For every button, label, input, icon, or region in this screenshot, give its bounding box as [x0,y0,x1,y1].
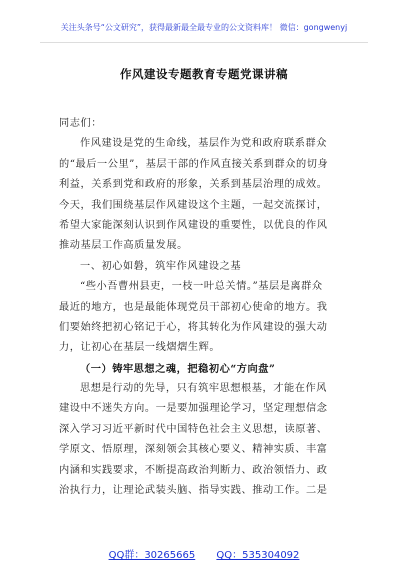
subsection-heading: （一）铸牢思想之魂，把稳初心“方向盘” [80,362,276,375]
section-heading: 一、初心如磐，筑牢作风建设之基 [80,260,242,272]
paragraph-line: 们要始终把初心铭记于心，将其转化为作风建设的强大动 [59,321,328,333]
document-body [59,114,349,501]
paragraph-line: 利益，关系到党和政府的形象，关系到基层治理的成效。 [59,179,328,191]
qq-contact-link[interactable]: QQ：535304092 [216,550,300,561]
paragraph-line: 深入学习习近平新时代中国特色社会主义思想，读原著、 [59,423,328,435]
paragraph-line: 希望大家能深刻认识到作风建设的重要性，以优良的作风 [59,219,328,231]
paragraph-line: “些小吾曹州县吏，一枝一叶总关情。”基层是离群众 [80,281,323,293]
paragraph-line: 力，让初心在基层一线熠熠生辉。 [59,342,221,354]
paragraph-line: 作风建设是党的生命线，基层作为党和政府联系群众 [80,138,327,150]
qq-group-link[interactable]: QQ群：30265665 [108,550,196,561]
paragraph-line: 今天，我们围绕基层作风建设这个主题，一起交流探讨， [59,199,328,211]
paragraph-line: 的“最后一公里”，基层干部的作风直接关系到群众的切身 [59,158,329,170]
paragraph-line: 学原文、悟原理，深刻领会其核心要义、精神实质、丰富 [59,444,328,456]
paragraph-line: 思想是行动的先导，只有筑牢思想根基，才能在作风 [80,383,327,395]
greeting: 同志们： [59,118,102,129]
document-title: 作风建设专题教育专题党课讲稿 [120,67,288,81]
paragraph-line: 最近的地方，也是最能体现党员干部初心使命的地方。我 [59,301,328,313]
header-divider [40,42,368,43]
paragraph-line: 治执行力，让理论武装头脑、指导实践、推动工作。二是 [59,485,328,497]
paragraph-line: 内涵和实践要求，不断提高政治判断力、政治领悟力、政 [59,464,328,476]
footer-contact [0,546,408,561]
paragraph-line: 推动基层工作高质量发展。 [59,240,188,252]
header-promo-note: 关注头条号“公文研究”，获得最新最全最专业的公文资料库！ 微信：gongwenyj [60,23,348,32]
paragraph-line: 建设中不迷失方向。一是要加强理论学习，坚定理想信念 [59,403,328,415]
